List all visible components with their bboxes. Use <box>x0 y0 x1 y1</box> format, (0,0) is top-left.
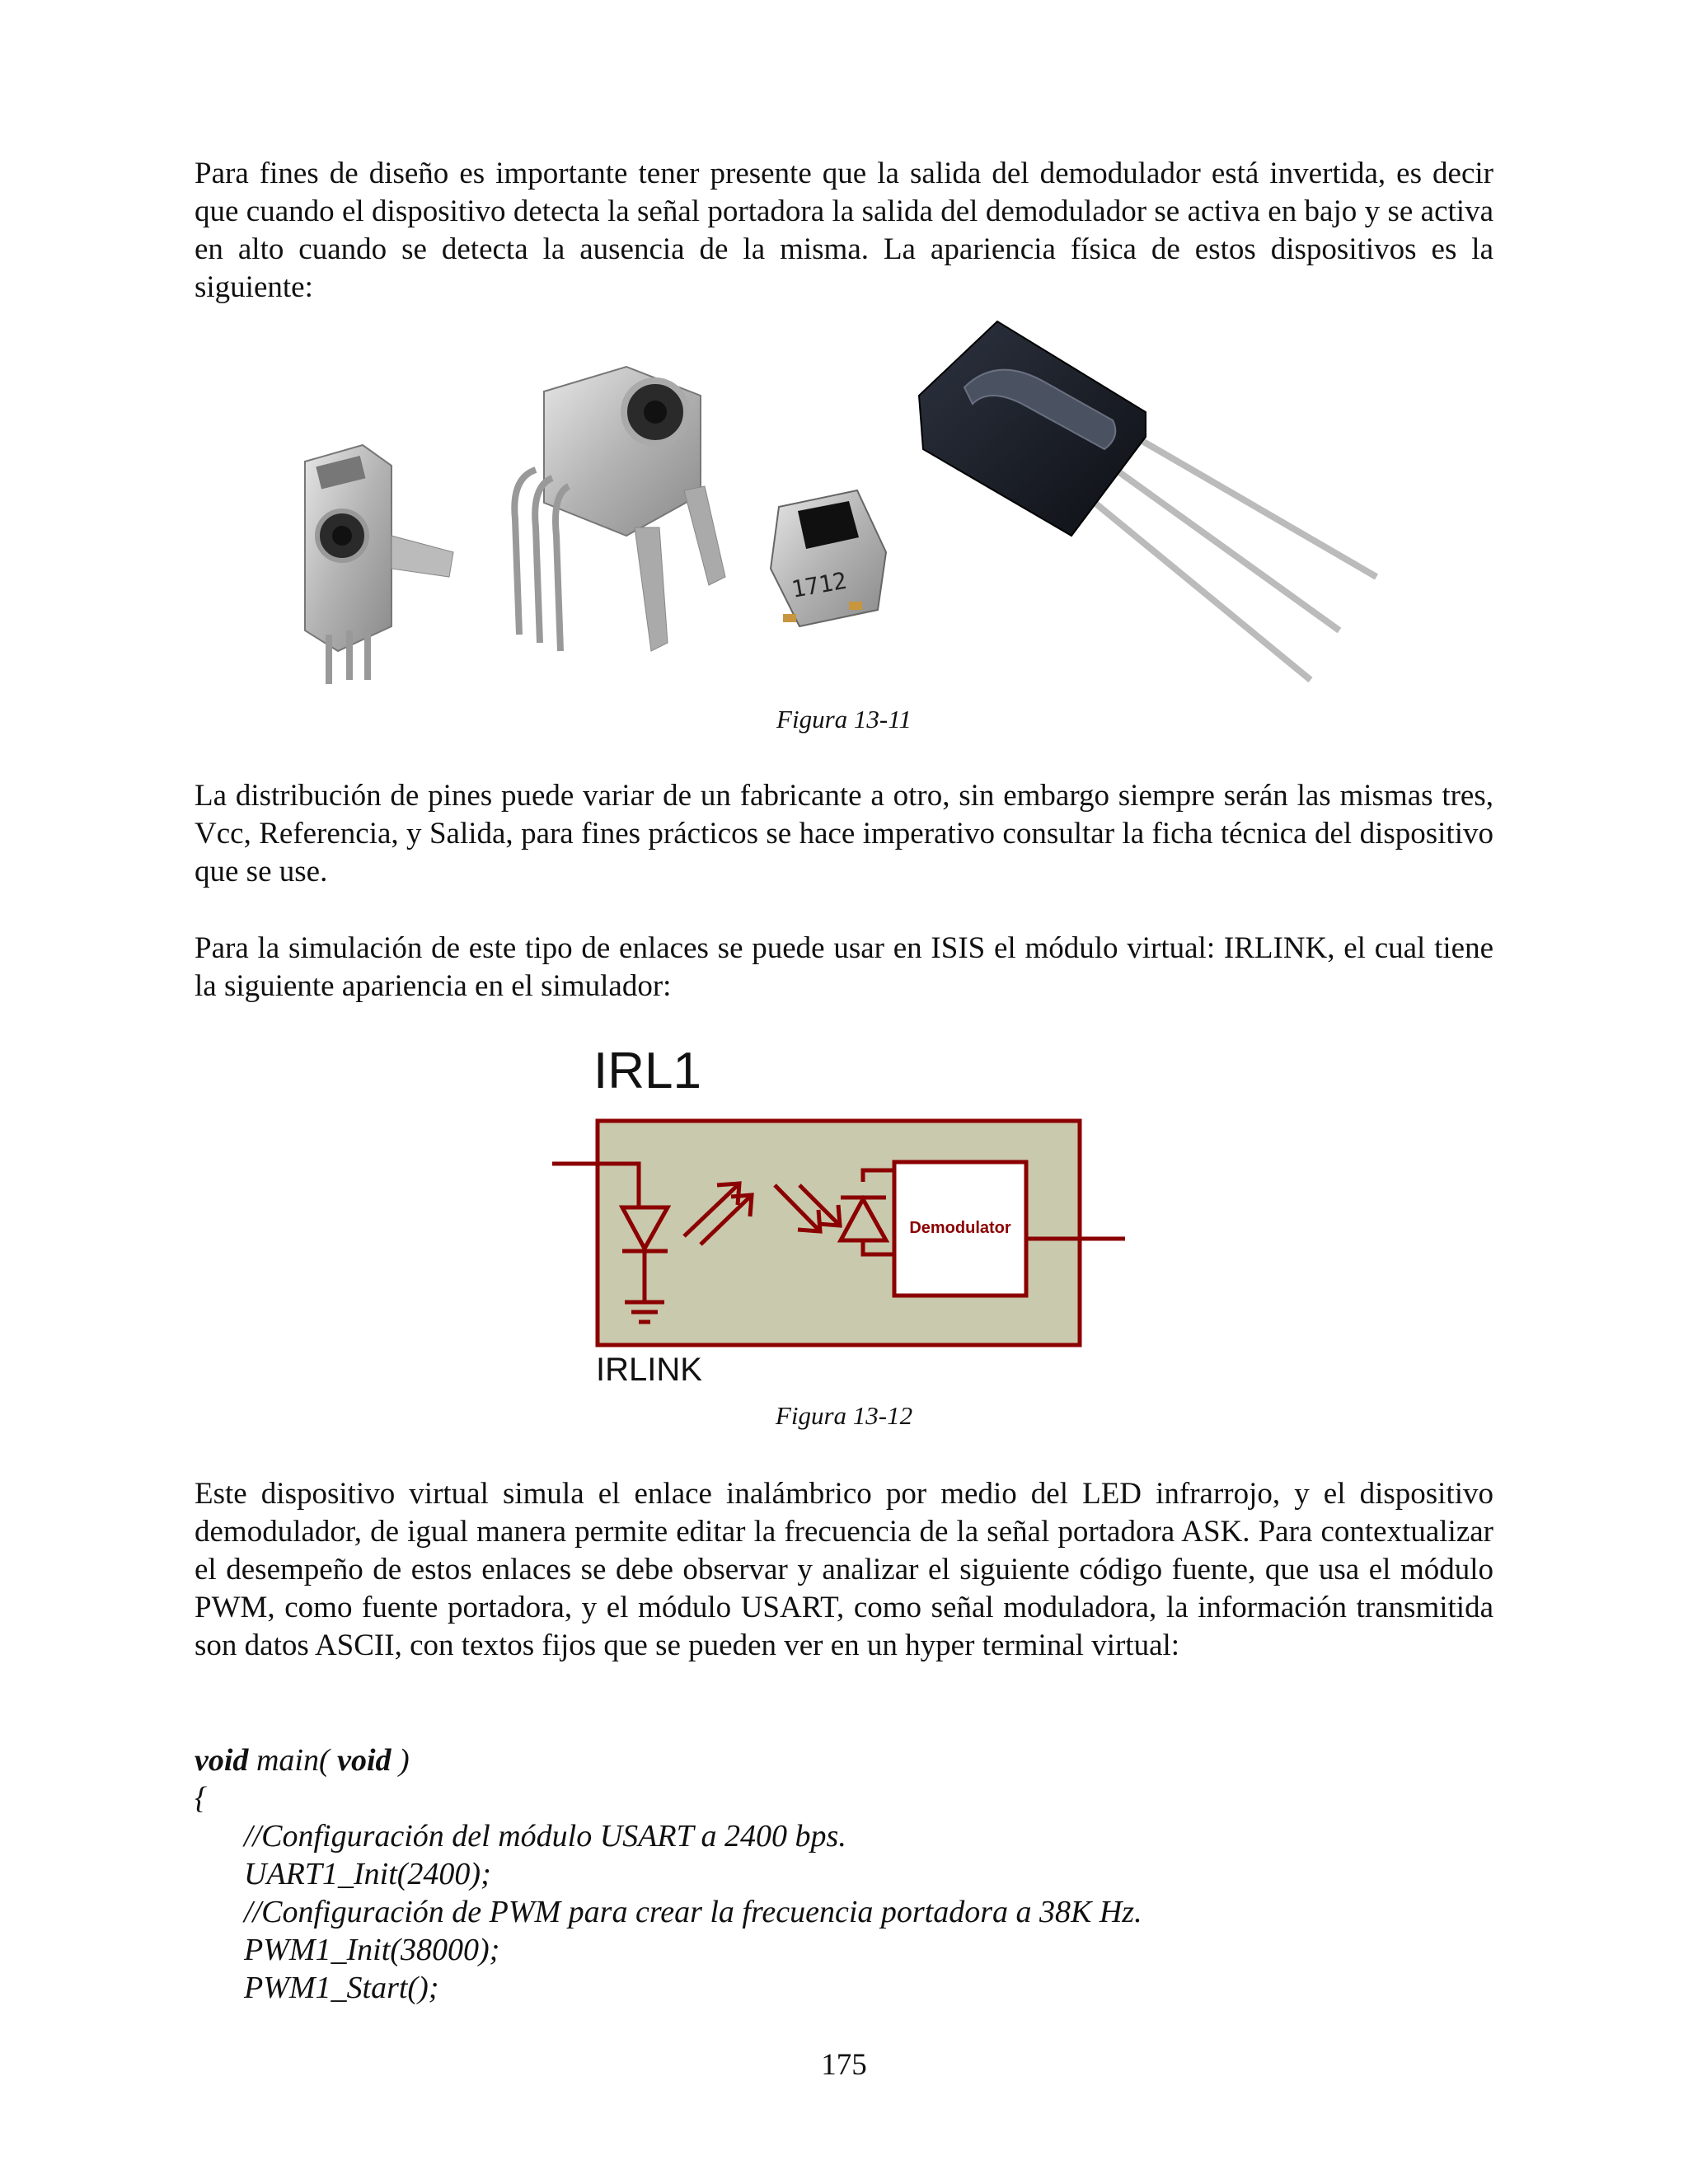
demodulator-label: Demodulator <box>909 1219 1011 1237</box>
ir-module-middle <box>514 367 725 651</box>
code-line-uart-init: UART1_Init(2400); <box>244 1857 491 1891</box>
code-keyword: void <box>337 1743 392 1778</box>
code-line-comment-usart: //Configuración del módulo USART a 2400 bps. <box>244 1819 846 1854</box>
figure-caption-13-11: Figura 13-11 <box>776 705 912 733</box>
code-line-pwm-init: PWM1_Init(38000); <box>244 1933 500 1967</box>
code-open-brace: { <box>195 1781 208 1816</box>
paragraph-pins: La distribución de pines puede variar de un fabricante a otro, sin embargo siempre serán las mismas tres, Vcc, Referencia, y Salida, para fines prácticos se hace imperativo consultar la ficha técnica del dispositivo que se use. <box>195 779 1493 888</box>
code-line-pwm-start: PWM1_Start(); <box>244 1971 439 2005</box>
code-keyword: void <box>195 1743 249 1778</box>
ir-module-black <box>919 321 1376 680</box>
figure-caption-13-12: Figura 13-12 <box>775 1401 913 1430</box>
paragraph-description: Este dispositivo virtual simula el enlace inalámbrico por medio del LED infrarrojo, y el dispositivo demodulador, de igual manera permite editar la frecuencia de la señal portadora ASK. Para contextualizar el desempeño de estos enlaces se debe observar y analizar el siguiente código fuente, que usa el módulo PWM, como fuente portadora, y el módulo USART, como señal moduladora, la información transmitida son datos ASCII, con textos fijos que se pueden ver en un hyper terminal virtual: <box>195 1477 1493 1662</box>
irlink-reference-label: IRL1 <box>593 1047 701 1099</box>
page-number: 175 <box>821 2048 867 2082</box>
code-line-comment-pwm: //Configuración de PWM para crear la frecuencia portadora a 38K Hz. <box>244 1895 1142 1929</box>
irlink-name-label: IRLINK <box>596 1352 702 1388</box>
ir-module-smd <box>771 490 886 626</box>
paragraph-intro: Para fines de diseño es importante tener presente que la salida del demodulador está invertida, es decir que cuando el dispositivo detecta la señal portadora la salida del demodulador se activa en bajo y se activa en alto cuando se detecta la ausencia de la misma. La apariencia física de estos dispositivos es la siguiente: <box>195 157 1493 304</box>
irlink-schematic <box>548 1047 1142 1393</box>
code-signature: void main( void ) <box>195 1743 410 1778</box>
paragraph-simulation: Para la simulación de este tipo de enlaces se puede usar en ISIS el módulo virtual: IRLINK, el cual tiene la siguiente apariencia en el simulador: <box>195 931 1493 1003</box>
ir-receivers-photo <box>288 305 1393 692</box>
ir-module-left <box>305 445 453 684</box>
smd-chip-marking: 1712 <box>789 566 849 603</box>
